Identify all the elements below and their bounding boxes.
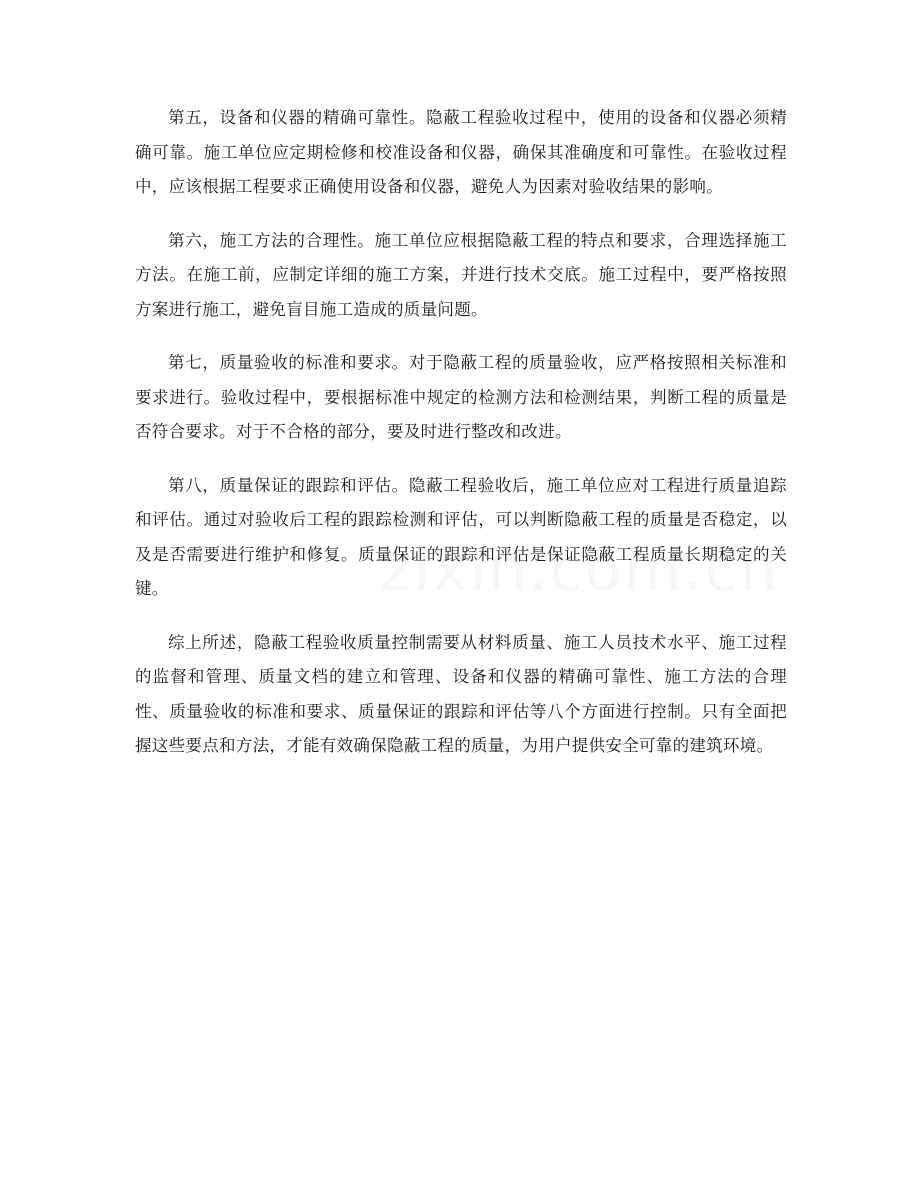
- paragraph-eighth: 第八，质量保证的跟踪和评估。隐蔽工程验收后，施工单位应对工程进行质量追踪和评估。通过对验收后工程的跟踪检测和评估，可以判断隐蔽工程的质量是否稳定，以及是否需要进行维护和修复。质量保证的跟踪和评估是保证隐蔽工程质量长期稳定的关键。: [135, 475, 787, 598]
- paragraph-sixth: 第六，施工方法的合理性。施工单位应根据隐蔽工程的特点和要求，合理选择施工方法。在施工前，应制定详细的施工方案，并进行技术交底。施工过程中，要严格按照方案进行施工，避免盲目施工造成的质量问题。: [135, 230, 787, 319]
- paragraph-fifth: 第五，设备和仪器的精确可靠性。隐蔽工程验收过程中，使用的设备和仪器必须精确可靠。施工单位应定期检修和校准设备和仪器，确保其准确度和可靠性。在验收过程中，应该根据工程要求正确使用设备和仪器，避免人为因素对验收结果的影响。: [135, 108, 787, 196]
- paragraph-summary: 综上所述，隐蔽工程验收质量控制需要从材料质量、施工人员技术水平、施工过程的监督和管理、质量文档的建立和管理、设备和仪器的精确可靠性、施工方法的合理性、质量验收的标准和要求、质量保证的跟踪和评估等八个方面进行控制。只有全面把握这些要点和方法，才能有效确保隐蔽工程的质量，为用户提供安全可靠的建筑环境。: [135, 632, 787, 755]
- document-body: [135, 101, 787, 783]
- paragraph-seventh: 第七，质量验收的标准和要求。对于隐蔽工程的质量验收，应严格按照相关标准和要求进行。验收过程中，要根据标准中规定的检测方法和检测结果，判断工程的质量是否符合要求。对于不合格的部分，要及时进行整改和改进。: [135, 353, 787, 441]
